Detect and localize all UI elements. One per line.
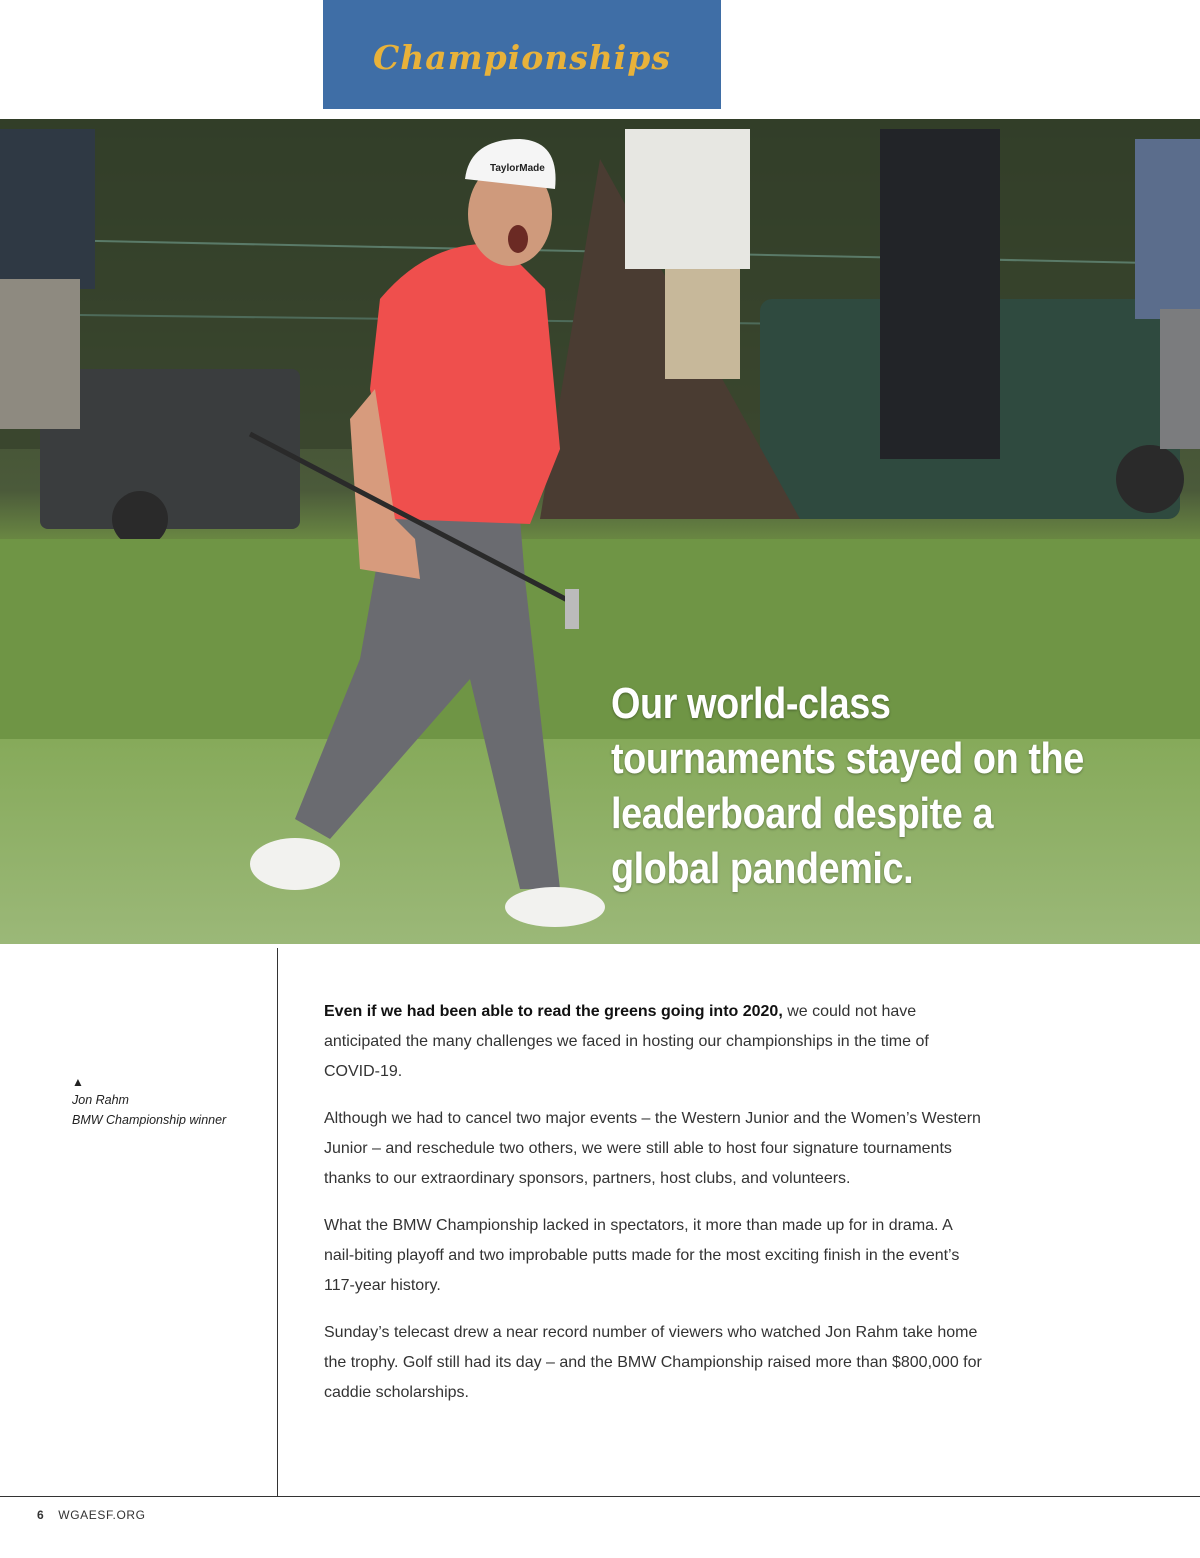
lead-in: Even if we had been able to read the greens going into 2020, [324, 1003, 783, 1020]
hero-photo [0, 119, 1200, 944]
page-footer [37, 1508, 146, 1522]
column-divider [277, 948, 278, 1496]
article-paragraph: Sunday’s telecast drew a near record number of viewers who watched Jon Rahm take home the trophy. Golf still had its day – and the BMW Championship raised more than $800,000 for caddie scholarships. [324, 1324, 982, 1401]
section-header-tab [323, 0, 721, 109]
footer-site: WGAESF.ORG [58, 1508, 146, 1522]
lead-rest: we could not have anticipated the many challenges we faced in hosting our championships in the time of COVID-19. [324, 1003, 929, 1080]
article-body [324, 997, 984, 1425]
section-title: Championships [373, 38, 671, 77]
caption-role: BMW Championship winner [72, 1113, 227, 1127]
footer-divider [0, 1496, 1200, 1497]
photo-caption [72, 1074, 262, 1130]
page-number: 6 [37, 1508, 45, 1522]
hero-headline: Our world-class tournaments stayed on the leaderboard despite a global pandemic. [611, 679, 1084, 893]
caption-name: Jon Rahm [72, 1093, 129, 1107]
caption-marker-icon: ▲ [72, 1075, 84, 1089]
cap-logo-text: TaylorMade [490, 163, 545, 174]
article-paragraph: What the BMW Championship lacked in spectators, it more than made up for in drama. A nail-biting playoff and two improbable putts made for the most exciting finish in the event’s 117-year history. [324, 1217, 960, 1294]
article-paragraph: Although we had to cancel two major events – the Western Junior and the Women’s Western Junior – and reschedule two others, we were still able to host four signature tournaments thanks to our extraordinary sponsors, partners, host clubs, and volunteers. [324, 1110, 981, 1187]
article-paragraph [324, 997, 984, 1087]
